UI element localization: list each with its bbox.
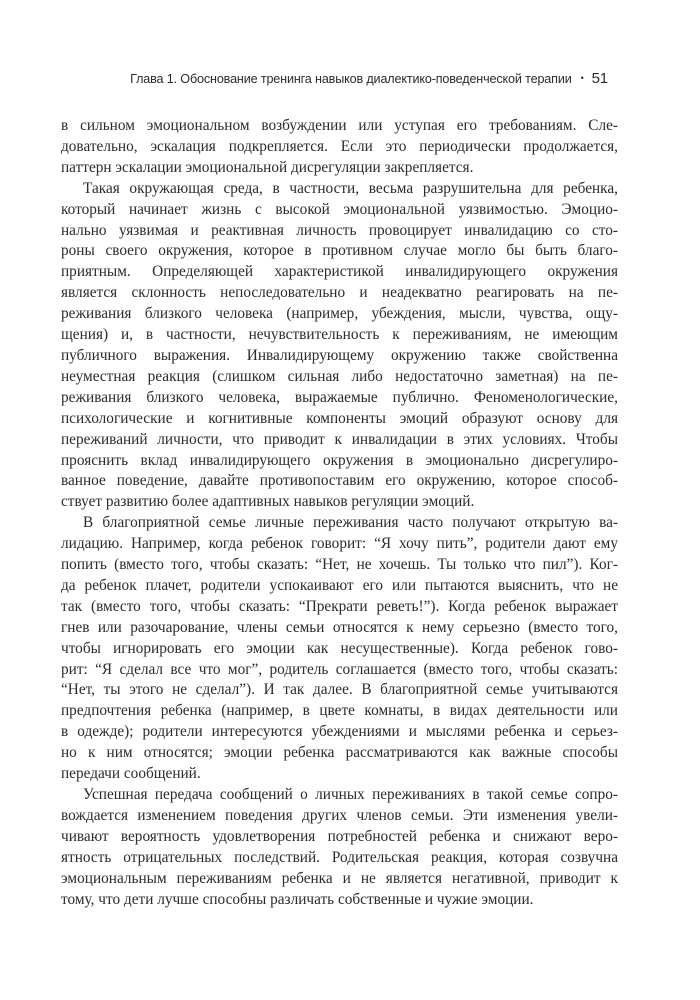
text-line: приятным. Определяющей характеристикой инвалидирующего окружения xyxy=(61,263,618,281)
separator-bullet: • xyxy=(580,73,584,83)
text-line: в одежде); родители интересуются убеждениями и мыслями ребенка и серьез- xyxy=(61,723,618,741)
page-number: 51 xyxy=(591,70,608,87)
text-line: гнев или разочарование, члены семьи относятся к нему серьезно (вместо того, xyxy=(61,618,618,636)
text-line: роны своего окружения, которое в противном случае могло бы быть благо- xyxy=(61,242,618,260)
text-line: рит: “Я сделал все что мог”, родитель соглашается (вместо того, чтобы сказать: xyxy=(61,660,618,678)
paragraph xyxy=(61,785,618,910)
text-line: Успешная передача сообщений о личных переживаниях в такой семье сопро- xyxy=(83,786,618,803)
text-line: нально уязвимая и реактивная личность провоцирует инвалидацию со сто- xyxy=(61,221,618,239)
text-line: щения) и, в частности, нечувствительность к переживаниям, не имеющим xyxy=(61,326,618,344)
text-line: “Нет, ты этого не сделал”). И так далее. В благоприятной семье учитываются xyxy=(61,681,618,699)
running-head xyxy=(0,70,608,87)
text-line: лидацию. Например, когда ребенок говорит: “Я хочу пить”, родители дают ему xyxy=(61,535,618,553)
text-line: довательно, эскалация подкрепляется. Если это периодически продолжается, xyxy=(61,137,618,155)
text-line: психологические и когнитивные компоненты эмоций образуют основу для xyxy=(61,409,618,427)
text-line: является склонность непоследовательно и неадекватно реагировать на пе- xyxy=(61,284,618,302)
text-line: ванное поведение, давайте противопоставим его окружению, которое способ- xyxy=(61,472,618,490)
chapter-title: Глава 1. Обоснование тренинга навыков диалектико-поведенческой терапии xyxy=(130,72,572,86)
text-line: но к ним относятся; эмоции ребенка рассматриваются как важные способы xyxy=(61,744,618,762)
body-text xyxy=(61,116,618,910)
text-line: ятность отрицательных последствий. Родительская реакция, которая созвучна xyxy=(61,848,618,866)
text-line: который начинает жизнь с высокой эмоциональной уязвимостью. Эмоцио- xyxy=(61,200,618,218)
text-line: чтобы игнорировать его эмоции как несущественные). Когда ребенок гово- xyxy=(61,639,618,657)
text-line: реживания близкого человека (например, убеждения, мысли, чувства, ощу- xyxy=(61,305,618,323)
text-line: чивают вероятность удовлетворения потребностей ребенка и снижают веро- xyxy=(61,827,618,845)
text-line: Такая окружающая среда, в частности, весьма разрушительна для ребенка, xyxy=(83,179,618,197)
paragraph xyxy=(61,513,618,785)
text-line: вождается изменением поведения других членов семьи. Эти изменения увели- xyxy=(61,806,618,824)
paragraph xyxy=(61,116,618,179)
text-line: попить (вместо того, чтобы сказать: “Нет, не хочешь. Ты только что пил”). Ког- xyxy=(61,556,618,574)
text-line: неуместная реакция (слишком сильная либо недостаточно заметная) на пе- xyxy=(61,367,618,385)
text-line: ствует развитию более адаптивных навыков регуляции эмоций. xyxy=(61,493,475,511)
text-line: так (вместо того, чтобы сказать: “Прекрати реветь!”). Когда ребенок выражает xyxy=(61,597,618,615)
text-line: тому, что дети лучше способны различать собственные и чужие эмоции. xyxy=(61,890,534,908)
paragraph xyxy=(61,179,618,514)
text-line: да ребенок плачет, родители успокаивают его или пытаются выяснить, что не xyxy=(61,576,618,594)
text-line: передачи сообщений. xyxy=(61,765,201,783)
text-line: в сильном эмоциональном возбуждении или уступая его требованиям. Сле- xyxy=(61,117,618,134)
text-line: В благоприятной семье личные переживания часто получают открытую ва- xyxy=(83,514,618,532)
text-line: публичного выражения. Инвалидирующему окружению также свойственна xyxy=(61,346,618,364)
text-line: паттерн эскалации эмоциональной дисрегуляции закрепляется. xyxy=(61,158,474,176)
text-line: переживаний личности, что приводит к инвалидации в этих условиях. Чтобы xyxy=(61,430,618,448)
text-line: предпочтения ребенка (например, в цвете комнаты, в видах деятельности или xyxy=(61,702,618,720)
text-line: реживания близкого человека, выражаемые публично. Феноменологические, xyxy=(61,388,618,406)
text-line: эмоциональным переживаниям ребенка и не является негативной, приводит к xyxy=(61,869,618,887)
text-line: прояснить вклад инвалидирующего окружения в эмоционально дисрегулиро- xyxy=(61,451,618,469)
